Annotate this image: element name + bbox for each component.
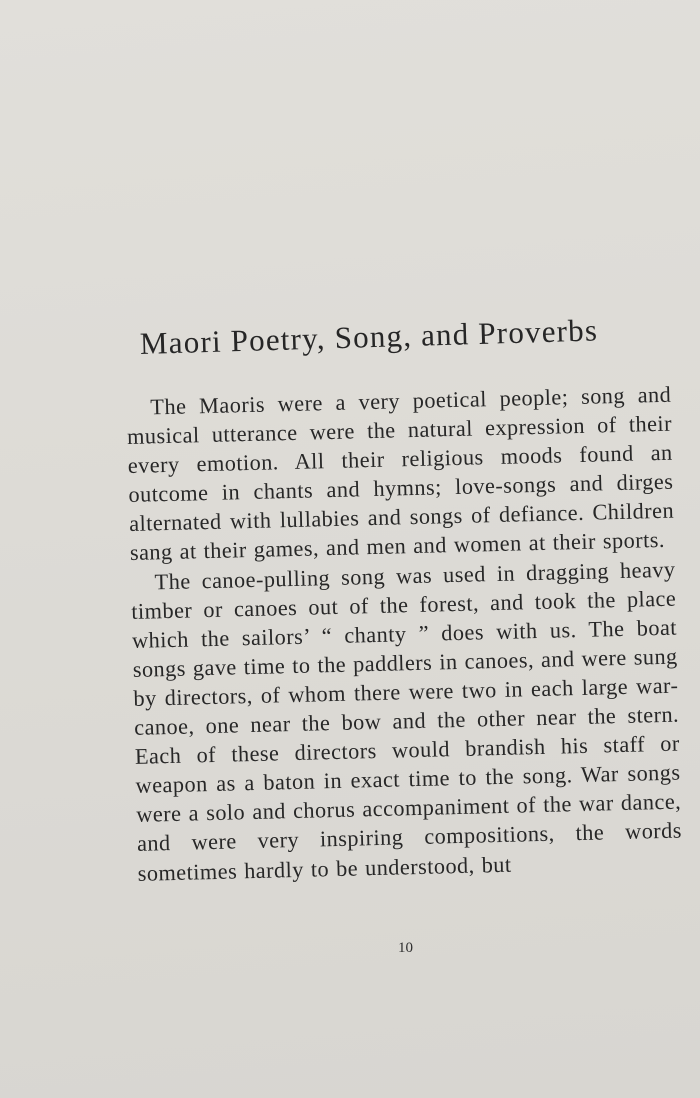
- page-number: 10: [398, 940, 413, 956]
- chapter-title: Maori Poetry, Song, and Proverbs: [139, 312, 599, 361]
- paragraph-1: The Maoris were a very poetical people; song and musical utterance were the natural expression of their every emotion. All their religious moods found an outcome in chants and hymns; love-songs and dirges alternated with lullabies and songs of defiance. Children sang at their games, and men and women at their sports.: [126, 381, 675, 566]
- paragraph-2: The canoe-pulling song was used in dragging heavy timber or canoes out of the forest, and took the place which the sailors’ “ chanty ” does with us. The boat songs gave time to the paddlers in canoes, and were sung by directors, of whom there were two in each large war-canoe, one near the bow and the other near the stern. Each of these directors would brandish his staff or weapon as a baton in exact time to the song. War songs were a solo and chorus accompaniment of the war dance, and were very inspiring compositions, the words sometimes hardly to be understood, but: [131, 556, 683, 886]
- body-text: [126, 380, 683, 888]
